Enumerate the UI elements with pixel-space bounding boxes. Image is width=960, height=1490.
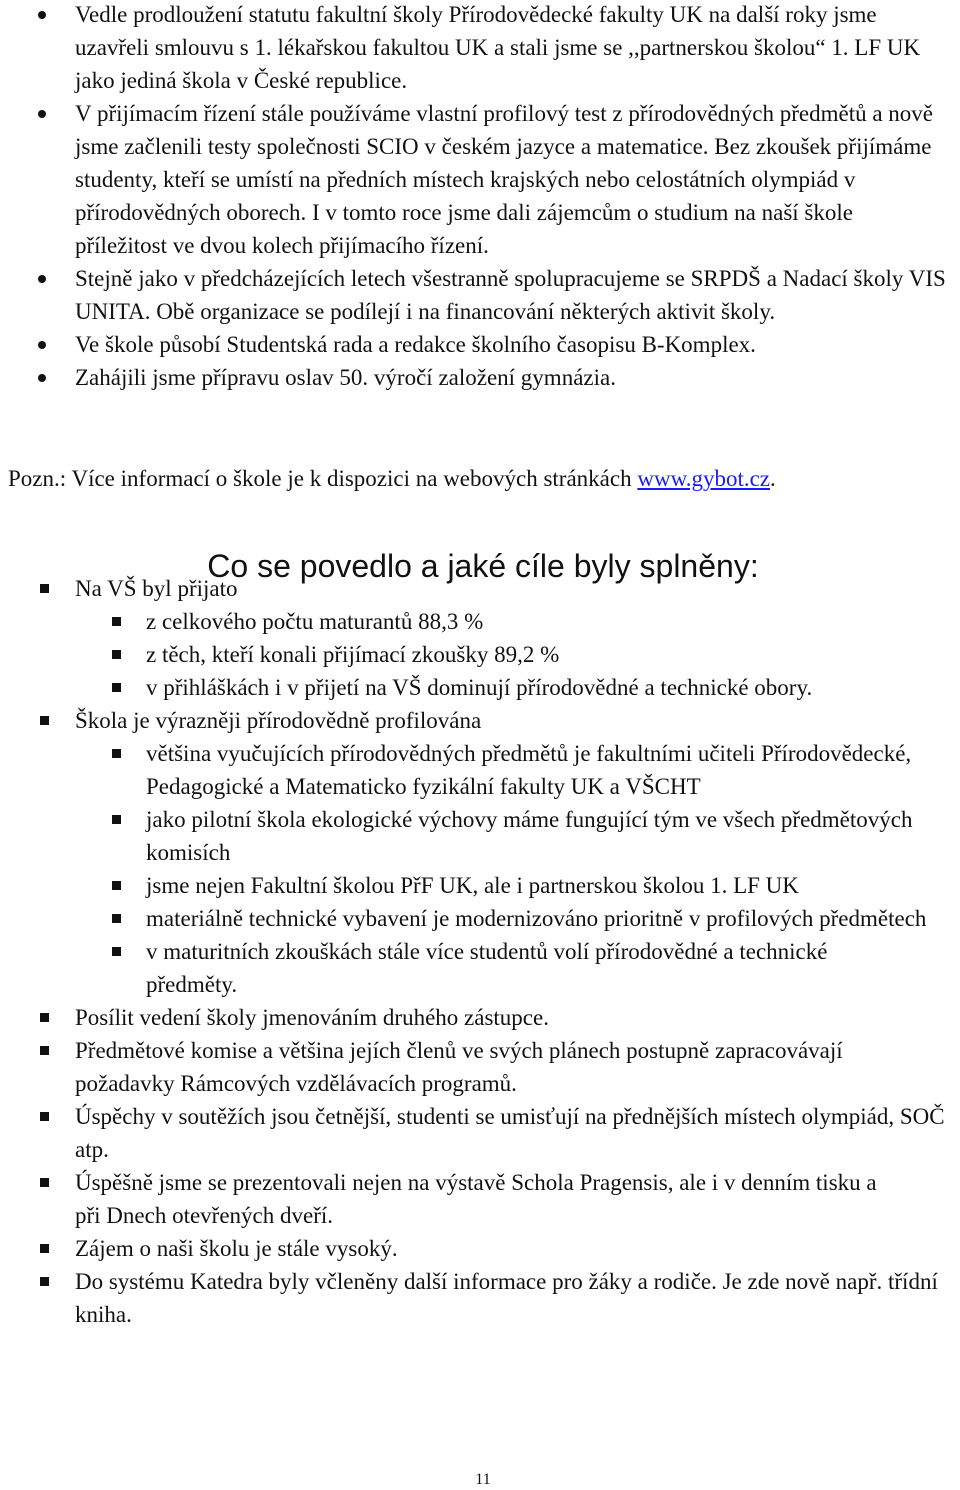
note-paragraph <box>8 462 958 495</box>
achievement-subitem <box>75 638 958 671</box>
achievement-subitem-text: v maturitních zkouškách stále více studentů volí přírodovědné a technické předměty. <box>146 939 828 997</box>
achievement-sublist <box>75 605 958 704</box>
achievement-text: Posílit vedení školy jmenováním druhého zástupce. <box>75 1005 549 1030</box>
achievement-item <box>0 1034 958 1100</box>
intro-bullet-list <box>0 0 950 394</box>
achievement-subitem-text: jsme nejen Fakultní školou PřF UK, ale i partnerskou školou 1. LF UK <box>146 873 799 898</box>
intro-bullet-item <box>0 328 950 361</box>
note-suffix: . <box>770 466 776 491</box>
achievement-subitem-text: v přihláškách i v přijetí na VŠ dominují přírodovědné a technické obory. <box>146 675 813 700</box>
square-bullet-icon <box>112 749 121 758</box>
intro-bullet-text: Zahájili jsme přípravu oslav 50. výročí založení gymnázia. <box>75 365 616 390</box>
note-prefix: Pozn.: Více informací o škole je k dispozici na webových stránkách <box>8 466 638 491</box>
square-bullet-icon <box>40 1244 49 1253</box>
square-bullet-icon <box>112 947 121 956</box>
achievement-subitem <box>75 902 958 935</box>
square-bullet-icon <box>112 683 121 692</box>
achievement-subitem <box>75 803 958 869</box>
achievement-subitem <box>75 671 958 704</box>
achievement-text: Škola je výrazněji přírodovědně profilována <box>75 708 482 733</box>
achievement-item <box>0 1265 958 1331</box>
achievement-item <box>0 572 958 704</box>
square-bullet-icon <box>40 1178 49 1187</box>
square-bullet-icon <box>40 1013 49 1022</box>
achievements-list <box>0 572 958 1331</box>
achievement-item <box>0 1001 958 1034</box>
intro-bullet-item <box>0 97 950 262</box>
achievement-text: Úspěšně jsme se prezentovali nejen na výstavě Schola Pragensis, ale i v denním tisku a při Dnech otevřených dveří. <box>75 1170 877 1228</box>
achievement-text: Do systému Katedra byly včleněny další informace pro žáky a rodiče. Je zde nově např. třídní kniha. <box>75 1269 938 1327</box>
achievement-text: Zájem o naši školu je stále vysoký. <box>75 1236 398 1261</box>
bullet-dot-icon <box>38 341 46 349</box>
achievement-text: Na VŠ byl přijato <box>75 576 238 601</box>
achievement-subitem <box>75 605 958 638</box>
bullet-dot-icon <box>38 374 46 382</box>
achievement-subitem <box>75 737 958 803</box>
achievement-subitem-text: z těch, kteří konali přijímací zkoušky 89,2 % <box>146 642 560 667</box>
intro-bullet-item <box>0 262 950 328</box>
square-bullet-icon <box>112 881 121 890</box>
achievement-subitem-text: z celkového počtu maturantů 88,3 % <box>146 609 484 634</box>
section-heading: Co se povedlo a jaké cíle byly splněny: <box>207 547 759 584</box>
achievement-item <box>0 704 958 1001</box>
achievement-sublist <box>75 737 958 1001</box>
achievement-text: Úspěchy v soutěžích jsou četnější, studenti se umisťují na přednějších místech olympiád, SOČ atp. <box>75 1104 945 1162</box>
square-bullet-icon <box>40 716 49 725</box>
achievement-item <box>0 1166 958 1232</box>
achievement-subitem-text: materiálně technické vybavení je modernizováno prioritně v profilových předmětech <box>146 906 927 931</box>
square-bullet-icon <box>112 617 121 626</box>
bullet-dot-icon <box>38 110 46 118</box>
achievement-subitem-text: většina vyučujících přírodovědných předmětů je fakultními učiteli Přírodovědecké, Pedagogické a Matematicko fyzikální fakulty UK a VŠCHT <box>146 741 912 799</box>
intro-bullet-item <box>0 0 950 97</box>
achievement-subitem-text: jako pilotní škola ekologické výchovy máme fungující tým ve všech předmětových komisích <box>146 807 913 865</box>
website-link[interactable]: www.gybot.cz <box>637 466 771 491</box>
square-bullet-icon <box>40 1046 49 1055</box>
achievement-text: Předmětové komise a většina jejích členů ve svých plánech postupně zapracovávají požadavky Rámcových vzdělávacích programů. <box>75 1038 843 1096</box>
achievement-item <box>0 1100 958 1166</box>
square-bullet-icon <box>112 914 121 923</box>
intro-bullet-item <box>0 361 950 394</box>
intro-bullet-text: Stejně jako v předcházejících letech všestranně spolupracujeme se SRPDŠ a Nadací školy VIS UNITA. Obě organizace se podílejí i na financování některých aktivit školy. <box>75 266 946 324</box>
achievement-subitem <box>75 935 958 1001</box>
page-number: 11 <box>475 1471 491 1488</box>
achievement-item <box>0 1232 958 1265</box>
square-bullet-icon <box>40 1277 49 1286</box>
bullet-dot-icon <box>38 11 46 19</box>
intro-bullet-text: V přijímacím řízení stále používáme vlastní profilový test z přírodovědných předmětů a nově jsme začlenili testy společnosti SCIO v českém jazyce a matematice. Bez zkoušek přijímáme studenty, kteří se umístí na předních místech krajských nebo celostátních olympiád v přírodovědných oborech. I v tomto roce jsme dali zájemcům o studium na naší škole příležitost ve dvou kolech přijímacího řízení. <box>75 101 933 258</box>
square-bullet-icon <box>112 815 121 824</box>
square-bullet-icon <box>40 1112 49 1121</box>
intro-bullet-text: Ve škole působí Studentská rada a redakce školního časopisu B-Komplex. <box>75 332 756 357</box>
square-bullet-icon <box>112 650 121 659</box>
intro-bullet-text: Vedle prodloužení statutu fakultní školy Přírodovědecké fakulty UK na další roky jsme uzavřeli smlouvu s 1. lékařskou fakultou UK a stali jsme se ,,partnerskou školou“ 1. LF UK jako jediná škola v České republice. <box>75 2 921 93</box>
bullet-dot-icon <box>38 275 46 283</box>
square-bullet-icon <box>40 584 49 593</box>
achievement-subitem <box>75 869 958 902</box>
